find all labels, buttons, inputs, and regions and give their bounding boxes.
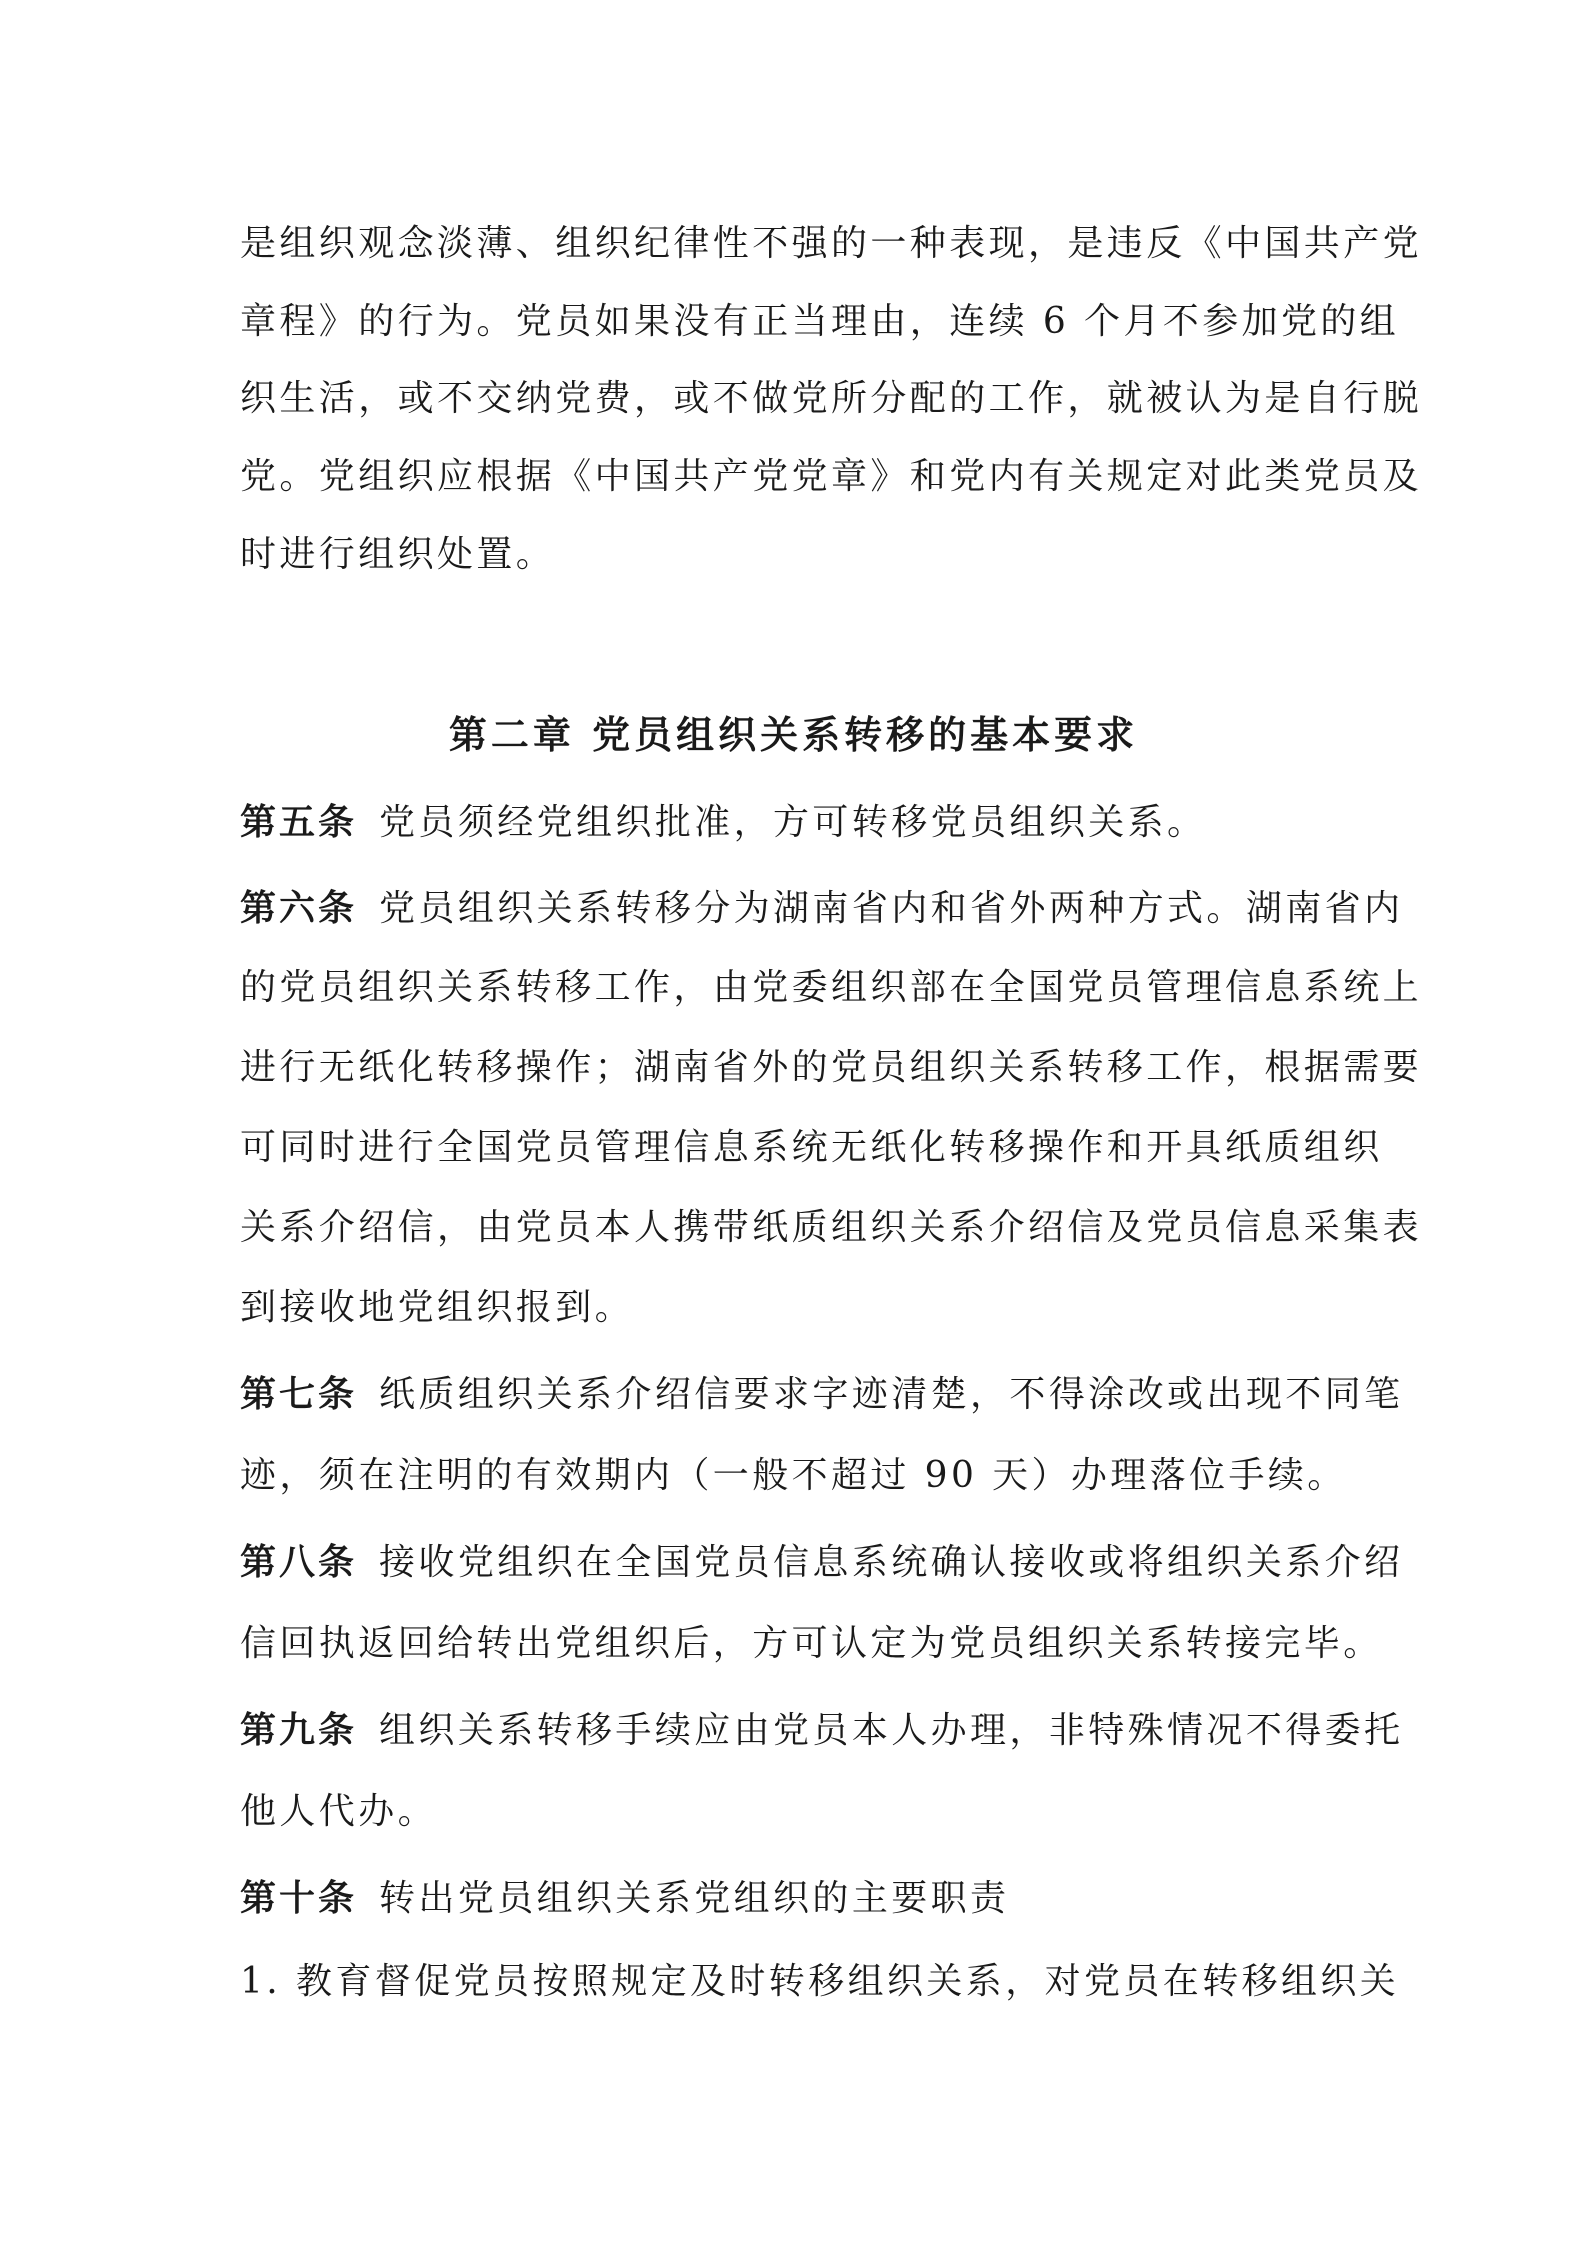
article-6-text: 党员组织关系转移分为湖南省内和省外两种方式。湖南省内 <box>379 888 1404 929</box>
article-6 <box>240 886 1404 931</box>
article-6-label: 第六条 <box>240 887 358 929</box>
article-9-label: 第九条 <box>240 1709 358 1751</box>
article-6-line-5: 关系介绍信，由党员本人携带纸质组织关系介绍信及党员信息采集表 <box>240 1207 1423 1248</box>
article-10-label: 第十条 <box>240 1877 358 1919</box>
article-7-line-2: 迹，须在注明的有效期内（一般不超过 90 天）办理落位手续。 <box>240 1455 1347 1496</box>
intro-line-2: 章程》的行为。党员如果没有正当理由，连续 6 个月不参加党的组 <box>240 301 1400 342</box>
article-6-line-3: 进行无纸化转移操作；湖南省外的党员组织关系转移工作，根据需要 <box>240 1047 1423 1088</box>
article-8-label: 第八条 <box>240 1541 358 1583</box>
article-7-label: 第七条 <box>240 1373 358 1415</box>
article-7 <box>240 1372 1404 1417</box>
article-10 <box>240 1876 1360 1921</box>
article-10-text: 转出党员组织关系党组织的主要职责 <box>379 1878 1010 1919</box>
intro-line-1: 是组织观念淡薄、组织纪律性不强的一种表现，是违反《中国共产党 <box>240 223 1423 264</box>
article-8-line-2: 信回执返回给转出党组织后，方可认定为党员组织关系转接完毕。 <box>240 1623 1383 1664</box>
article-6-line-6: 到接收地党组织报到。 <box>240 1287 635 1328</box>
article-6-line-4: 可同时进行全国党员管理信息系统无纸化转移操作和开具纸质组织 <box>240 1127 1383 1168</box>
list-item-1: 1. 教育督促党员按照规定及时转移组织关系，对党员在转移组织关 <box>240 1961 1400 2002</box>
article-5-text: 党员须经党组织批准，方可转移党员组织关系。 <box>379 802 1207 843</box>
intro-line-4: 党。党组织应根据《中国共产党党章》和党内有关规定对此类党员及 <box>240 456 1423 497</box>
article-7-text: 纸质组织关系介绍信要求字迹清楚，不得涂改或出现不同笔 <box>379 1374 1404 1415</box>
article-9-line-2: 他人代办。 <box>240 1791 438 1832</box>
chapter-heading: 第二章 党员组织关系转移的基本要求 <box>448 712 1139 757</box>
article-8-text: 接收党组织在全国党员信息系统确认接收或将组织关系介绍 <box>379 1542 1404 1583</box>
article-6-line-2: 的党员组织关系转移工作，由党委组织部在全国党员管理信息系统上 <box>240 967 1423 1008</box>
intro-line-5: 时进行组织处置。 <box>240 534 556 575</box>
article-5-label: 第五条 <box>240 801 358 843</box>
article-8 <box>240 1540 1404 1585</box>
intro-line-3: 织生活，或不交纳党费，或不做党所分配的工作，就被认为是自行脱 <box>240 378 1423 419</box>
article-5 <box>240 800 1360 845</box>
article-9 <box>240 1708 1404 1753</box>
article-9-text: 组织关系转移手续应由党员本人办理，非特殊情况不得委托 <box>379 1710 1404 1751</box>
